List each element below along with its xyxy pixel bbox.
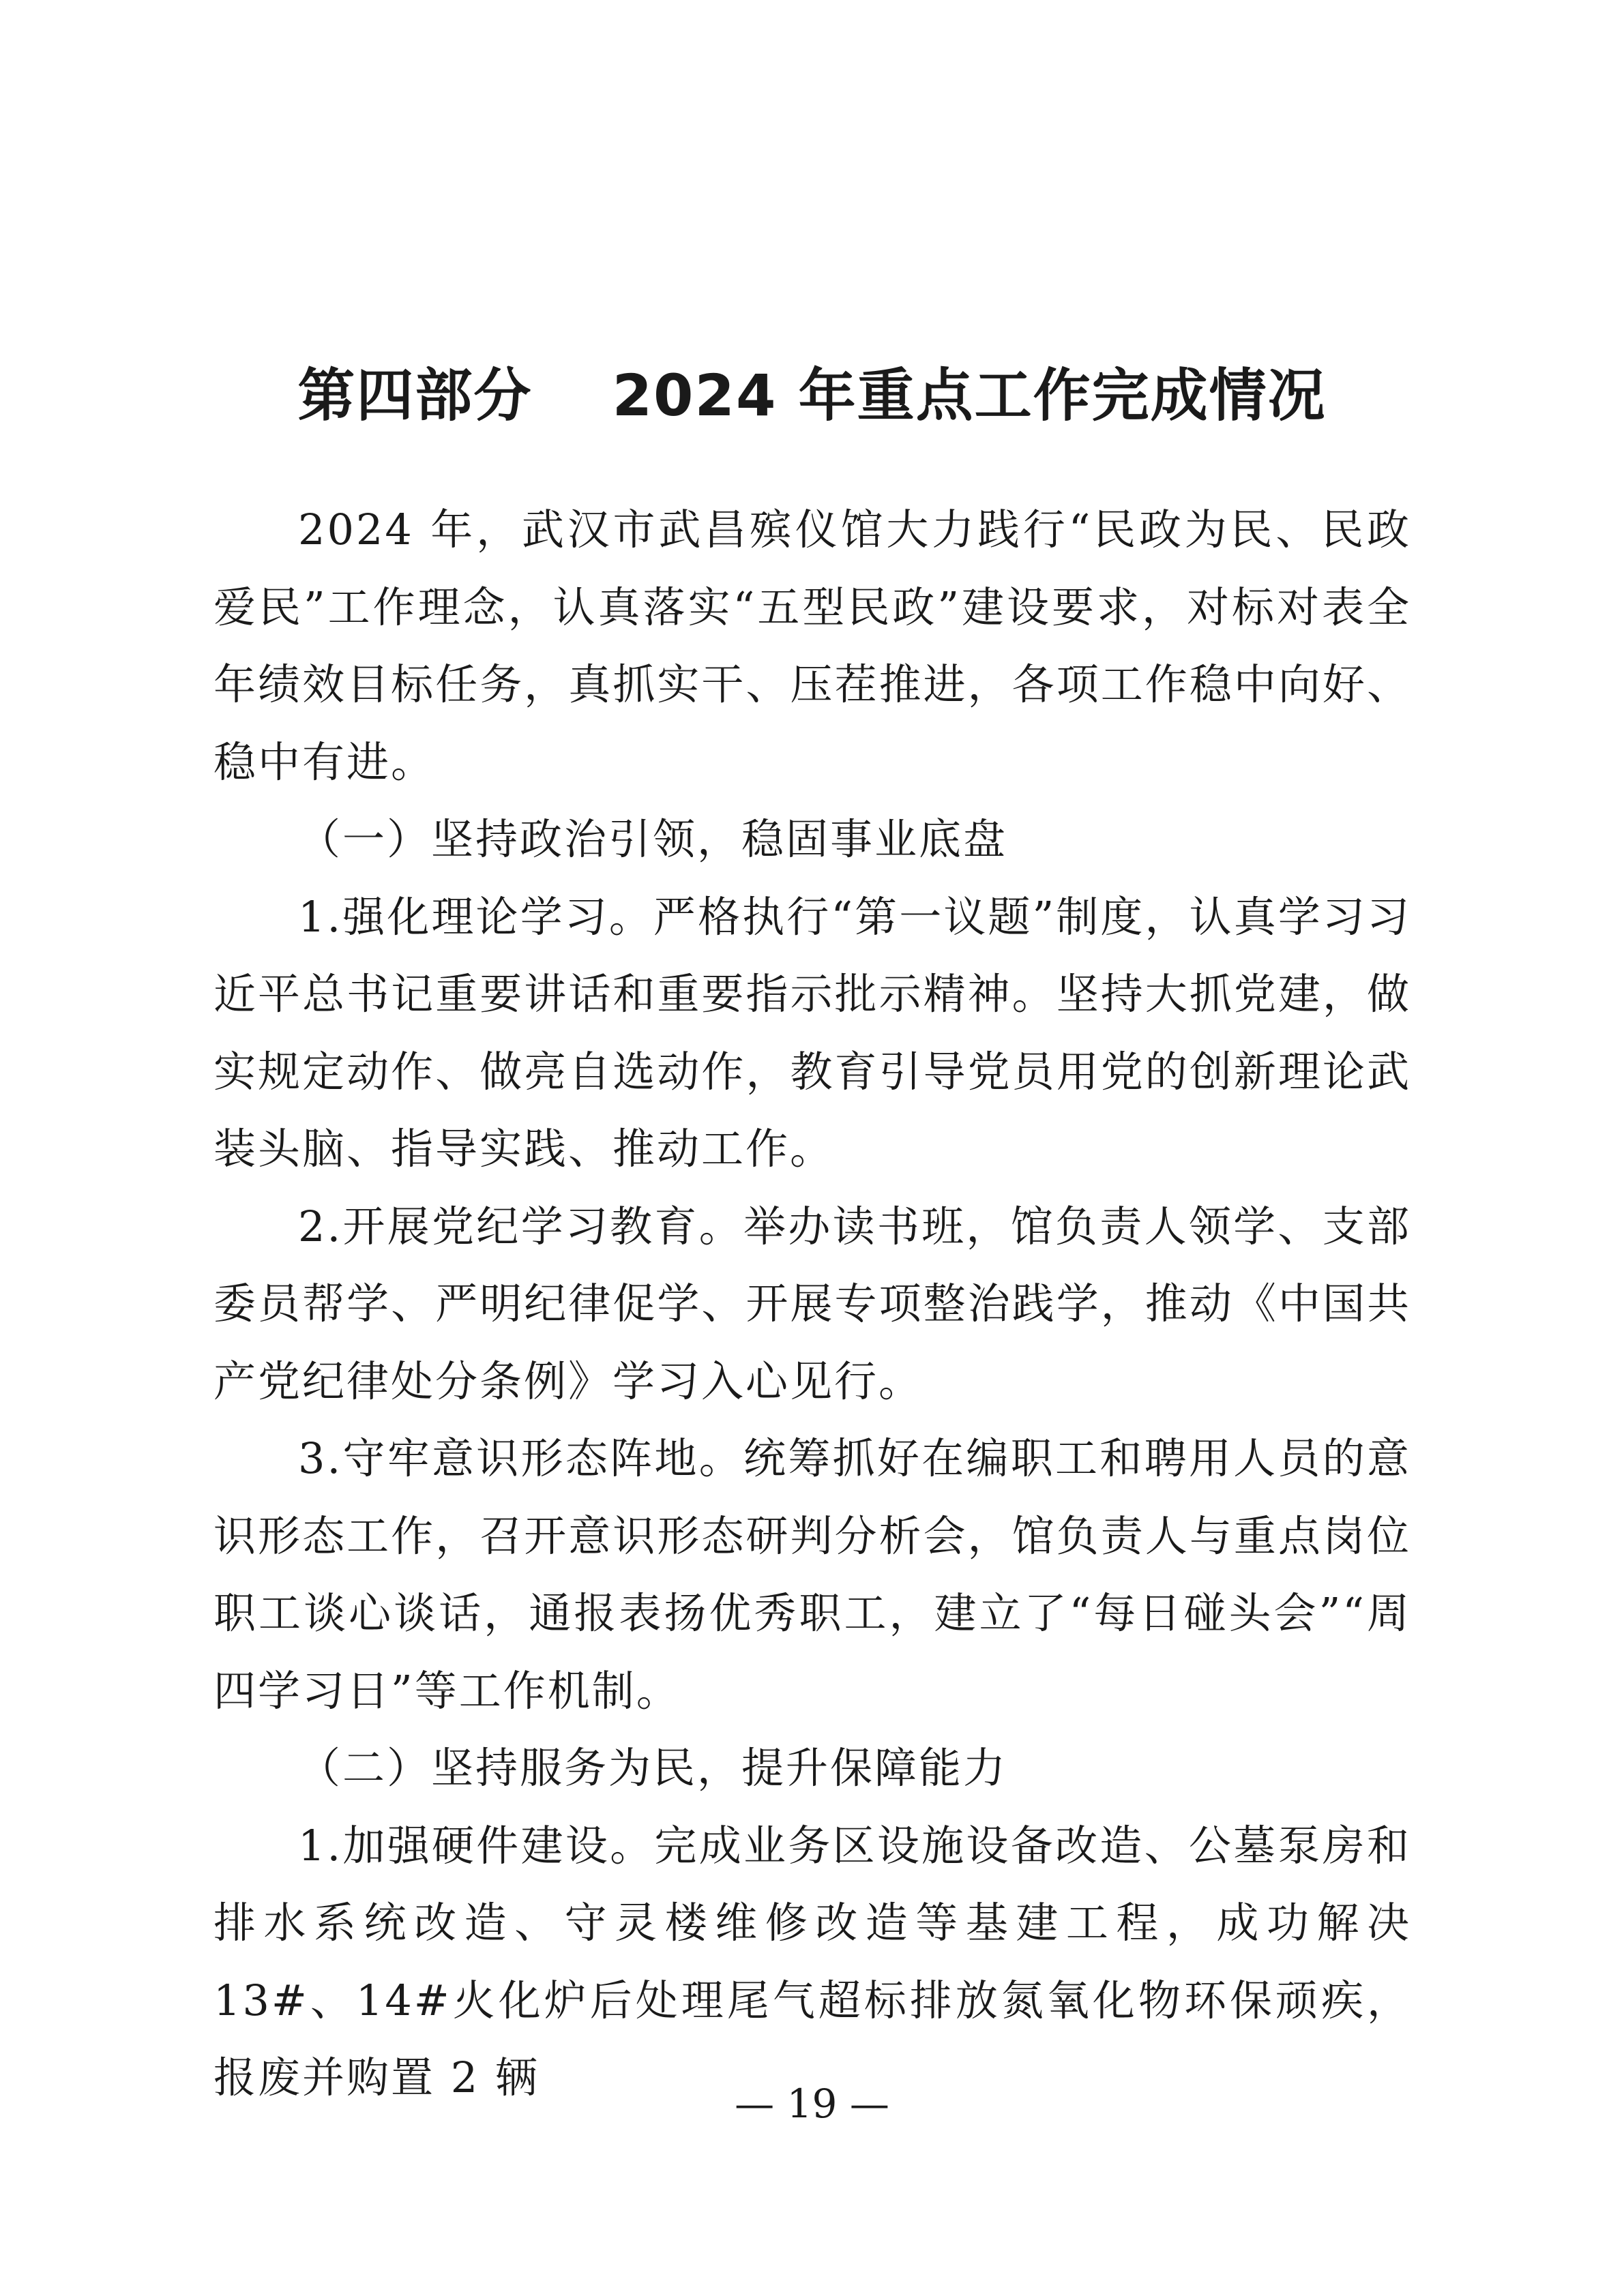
document-body [213, 491, 1411, 2117]
page-number: — 19 — [735, 2081, 889, 2127]
section1-item-3: 3.守牢意识形态阵地。统筹抓好在编职工和聘用人员的意识形态工作，召开意识形态研判分析会，馆负责人与重点岗位职工谈心谈话，通报表扬优秀职工，建立了“每日碰头会”“周四学习日”等工作机制。 [213, 1433, 1411, 1716]
section-heading-1: （一）坚持政治引领，稳固事业底盘 [298, 814, 1008, 864]
intro-paragraph: 2024 年，武汉市武昌殡仪馆大力践行“民政为民、民政爱民”工作理念，认真落实“五型民政”建设要求，对标对表全年绩效目标任务，真抓实干、压茬推进，各项工作稳中向好、稳中有进。 [213, 505, 1411, 787]
section-heading-2: （二）坚持服务为民，提升保障能力 [298, 1743, 1008, 1793]
page-title: 第四部分 2024 年重点工作完成情况 [297, 362, 1327, 429]
section1-item-1: 1.强化理论学习。严格执行“第一议题”制度，认真学习习近平总书记重要讲话和重要指示批示精神。坚持大抓党建，做实规定动作、做亮自选动作，教育引导党员用党的创新理论武装头脑、指导实践、推动工作。 [213, 891, 1411, 1174]
section1-item-2: 2.开展党纪学习教育。举办读书班，馆负责人领学、支部委员帮学、严明纪律促学、开展专项整治践学，推动《中国共产党纪律处分条例》学习入心见行。 [213, 1201, 1411, 1406]
section2-item-1: 1.加强硬件建设。完成业务区设施设备改造、公墓泵房和排水系统改造、守灵楼维修改造等基建工程，成功解决 13#、14#火化炉后处理尾气超标排放氮氧化物环保顽疾，报废并购置 2 辆 [213, 1820, 1411, 2102]
